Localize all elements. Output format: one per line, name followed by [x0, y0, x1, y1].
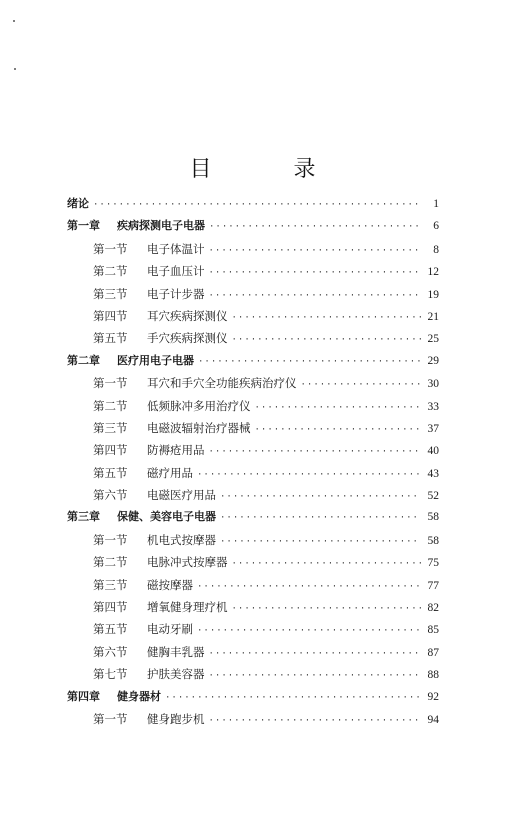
dot-leader: [197, 620, 421, 642]
toc-page-number: 12: [427, 266, 439, 279]
dot-leader: [220, 531, 421, 553]
toc-section-entry[interactable]: [67, 484, 439, 506]
toc-section-entry[interactable]: [67, 551, 439, 573]
toc-entry-number: 第四节: [93, 308, 128, 323]
toc-chapter-entry[interactable]: [67, 350, 439, 372]
toc-entry-title: 护肤美容器: [147, 667, 205, 682]
toc-entry-number: 第二节: [93, 555, 128, 570]
dot-leader: [232, 598, 422, 620]
toc-section-entry[interactable]: [67, 529, 439, 551]
toc-section-entry[interactable]: [67, 574, 439, 596]
toc-page-number: 37: [427, 422, 439, 435]
toc-entry-number: 第六节: [93, 488, 128, 503]
toc-entry-number: 第二节: [93, 264, 128, 279]
toc-page-number: 21: [427, 310, 439, 323]
toc-chapter-entry[interactable]: [67, 686, 439, 708]
page-title: 目 录: [189, 157, 346, 182]
toc-page-number: 8: [433, 243, 439, 256]
toc-entry-title: 电子计步器: [147, 286, 205, 301]
dot-leader: [209, 216, 421, 238]
dot-leader: [301, 374, 422, 396]
toc-entry-title: 电脉冲式按摩器: [147, 555, 228, 570]
toc-entry-title: 耳穴和手穴全功能疾病治疗仪: [147, 376, 297, 391]
toc-page-number: 77: [427, 579, 439, 592]
toc-entry-title: 健身跑步机: [147, 711, 205, 726]
toc-page-number: 6: [433, 220, 439, 233]
toc-page-number: 58: [427, 511, 439, 524]
dot-leader: [198, 351, 421, 373]
toc-section-entry[interactable]: [67, 305, 439, 327]
toc-entry-title: 手穴疾病探测仪: [147, 331, 228, 346]
toc-page-number: 85: [427, 624, 439, 637]
dot-leader: [209, 665, 422, 687]
toc-section-entry[interactable]: [67, 462, 439, 484]
dot-leader: [197, 464, 421, 486]
dot-leader: [209, 285, 422, 307]
dot-leader: [220, 486, 421, 508]
toc-chapter-entry[interactable]: [67, 215, 439, 237]
toc-page-number: 19: [427, 288, 439, 301]
dot-leader: [197, 576, 421, 598]
toc-entry-number: 第六节: [93, 644, 128, 659]
toc-section-entry[interactable]: [67, 395, 439, 417]
toc-entry-title: 增氧健身理疗机: [147, 600, 228, 615]
toc-section-entry[interactable]: [67, 663, 439, 685]
toc-page-number: 33: [427, 400, 439, 413]
toc-entry-title: 健胸丰乳器: [147, 644, 205, 659]
toc-section-entry[interactable]: [67, 417, 439, 439]
toc-section-entry[interactable]: [67, 260, 439, 282]
table-of-contents: [67, 193, 439, 730]
toc-page-number: 58: [427, 534, 439, 547]
toc-page-number: 1: [433, 198, 439, 210]
toc-page-number: 75: [427, 557, 439, 570]
toc-page-number: 30: [427, 378, 439, 391]
toc-entry-title: 机电式按摩器: [147, 532, 216, 547]
toc-section-entry[interactable]: [67, 439, 439, 461]
dot-leader: [209, 240, 422, 262]
toc-section-entry[interactable]: [67, 596, 439, 618]
toc-entry-title: 磁疗用品: [147, 465, 193, 480]
dot-leader: [209, 441, 422, 463]
toc-entry-title: 电动牙刷: [147, 622, 193, 637]
toc-section-entry[interactable]: [67, 327, 439, 349]
toc-entry-number: 第五节: [93, 622, 128, 637]
toc-entry-title: 防褥疮用品: [147, 443, 205, 458]
dot-leader: [255, 397, 422, 419]
toc-entry-title: 电磁波辐射治疗器械: [147, 420, 251, 435]
toc-page-number: 40: [427, 445, 439, 458]
dot-leader: [209, 262, 422, 284]
dot-leader: [209, 643, 422, 665]
toc-page-number: 92: [427, 690, 439, 703]
toc-entry-number: 第一节: [93, 532, 128, 547]
toc-chapter-entry[interactable]: [67, 506, 439, 528]
toc-entry-number: 第五节: [93, 465, 128, 480]
toc-entry-number: 第一章: [67, 219, 100, 233]
toc-section-entry[interactable]: [67, 618, 439, 640]
toc-page-number: 94: [427, 713, 439, 726]
toc-section-entry[interactable]: [67, 238, 439, 260]
toc-entry-number: 第七节: [93, 667, 128, 682]
toc-entry-number: 第五节: [93, 331, 128, 346]
toc-entry-number: 第一节: [93, 376, 128, 391]
toc-entry-number: 第二章: [67, 353, 100, 367]
toc-entry-number: 第一节: [93, 241, 128, 256]
toc-entry-title: 电子血压计: [147, 264, 205, 279]
toc-chapter-entry[interactable]: [67, 193, 439, 215]
toc-entry-number: 第四节: [93, 443, 128, 458]
toc-entry-title: 保健、美容电子电器: [117, 510, 216, 524]
toc-page-number: 52: [427, 490, 439, 503]
dot-leader: [232, 553, 422, 575]
toc-entry-title: 医疗用电子电器: [117, 353, 194, 367]
dot-leader: [93, 194, 421, 216]
toc-entry-title: 电子体温计: [147, 241, 205, 256]
toc-entry-title: 健身器材: [117, 689, 161, 703]
scan-speck: [13, 20, 15, 22]
toc-entry-number: 第三节: [93, 577, 128, 592]
scan-speck: [14, 68, 16, 70]
dot-leader: [232, 329, 422, 351]
toc-page-number: 88: [427, 669, 439, 682]
toc-entry-number: 第四节: [93, 600, 128, 615]
toc-section-entry[interactable]: [67, 283, 439, 305]
toc-page-number: 43: [427, 467, 439, 480]
toc-section-entry[interactable]: [67, 641, 439, 663]
toc-section-entry[interactable]: [67, 372, 439, 394]
toc-entry-title: 疾病探测电子电器: [117, 219, 205, 233]
toc-entry-number: 第四章: [67, 689, 100, 703]
toc-entry-title: 电磁医疗用品: [147, 488, 216, 503]
toc-entry-number: 第二节: [93, 398, 128, 413]
toc-page-number: 25: [427, 333, 439, 346]
toc-page-number: 29: [427, 354, 439, 367]
toc-page-number: 82: [427, 602, 439, 615]
toc-entry-number: 第三节: [93, 420, 128, 435]
toc-entry-number: 第三章: [67, 510, 100, 524]
toc-entry-title: 磁按摩器: [147, 577, 193, 592]
dot-leader: [220, 507, 421, 529]
toc-entry-number: 第一节: [93, 711, 128, 726]
toc-entry-title: 耳穴疾病探测仪: [147, 308, 228, 323]
toc-entry-number: 第三节: [93, 286, 128, 301]
toc-section-entry[interactable]: [67, 708, 439, 730]
toc-entry-title: 低频脉冲多用治疗仪: [147, 398, 251, 413]
dot-leader: [165, 687, 421, 709]
toc-page-number: 87: [427, 646, 439, 659]
dot-leader: [232, 307, 422, 329]
dot-leader: [255, 419, 422, 441]
dot-leader: [209, 710, 422, 732]
toc-entry-title: 绪论: [67, 197, 89, 210]
